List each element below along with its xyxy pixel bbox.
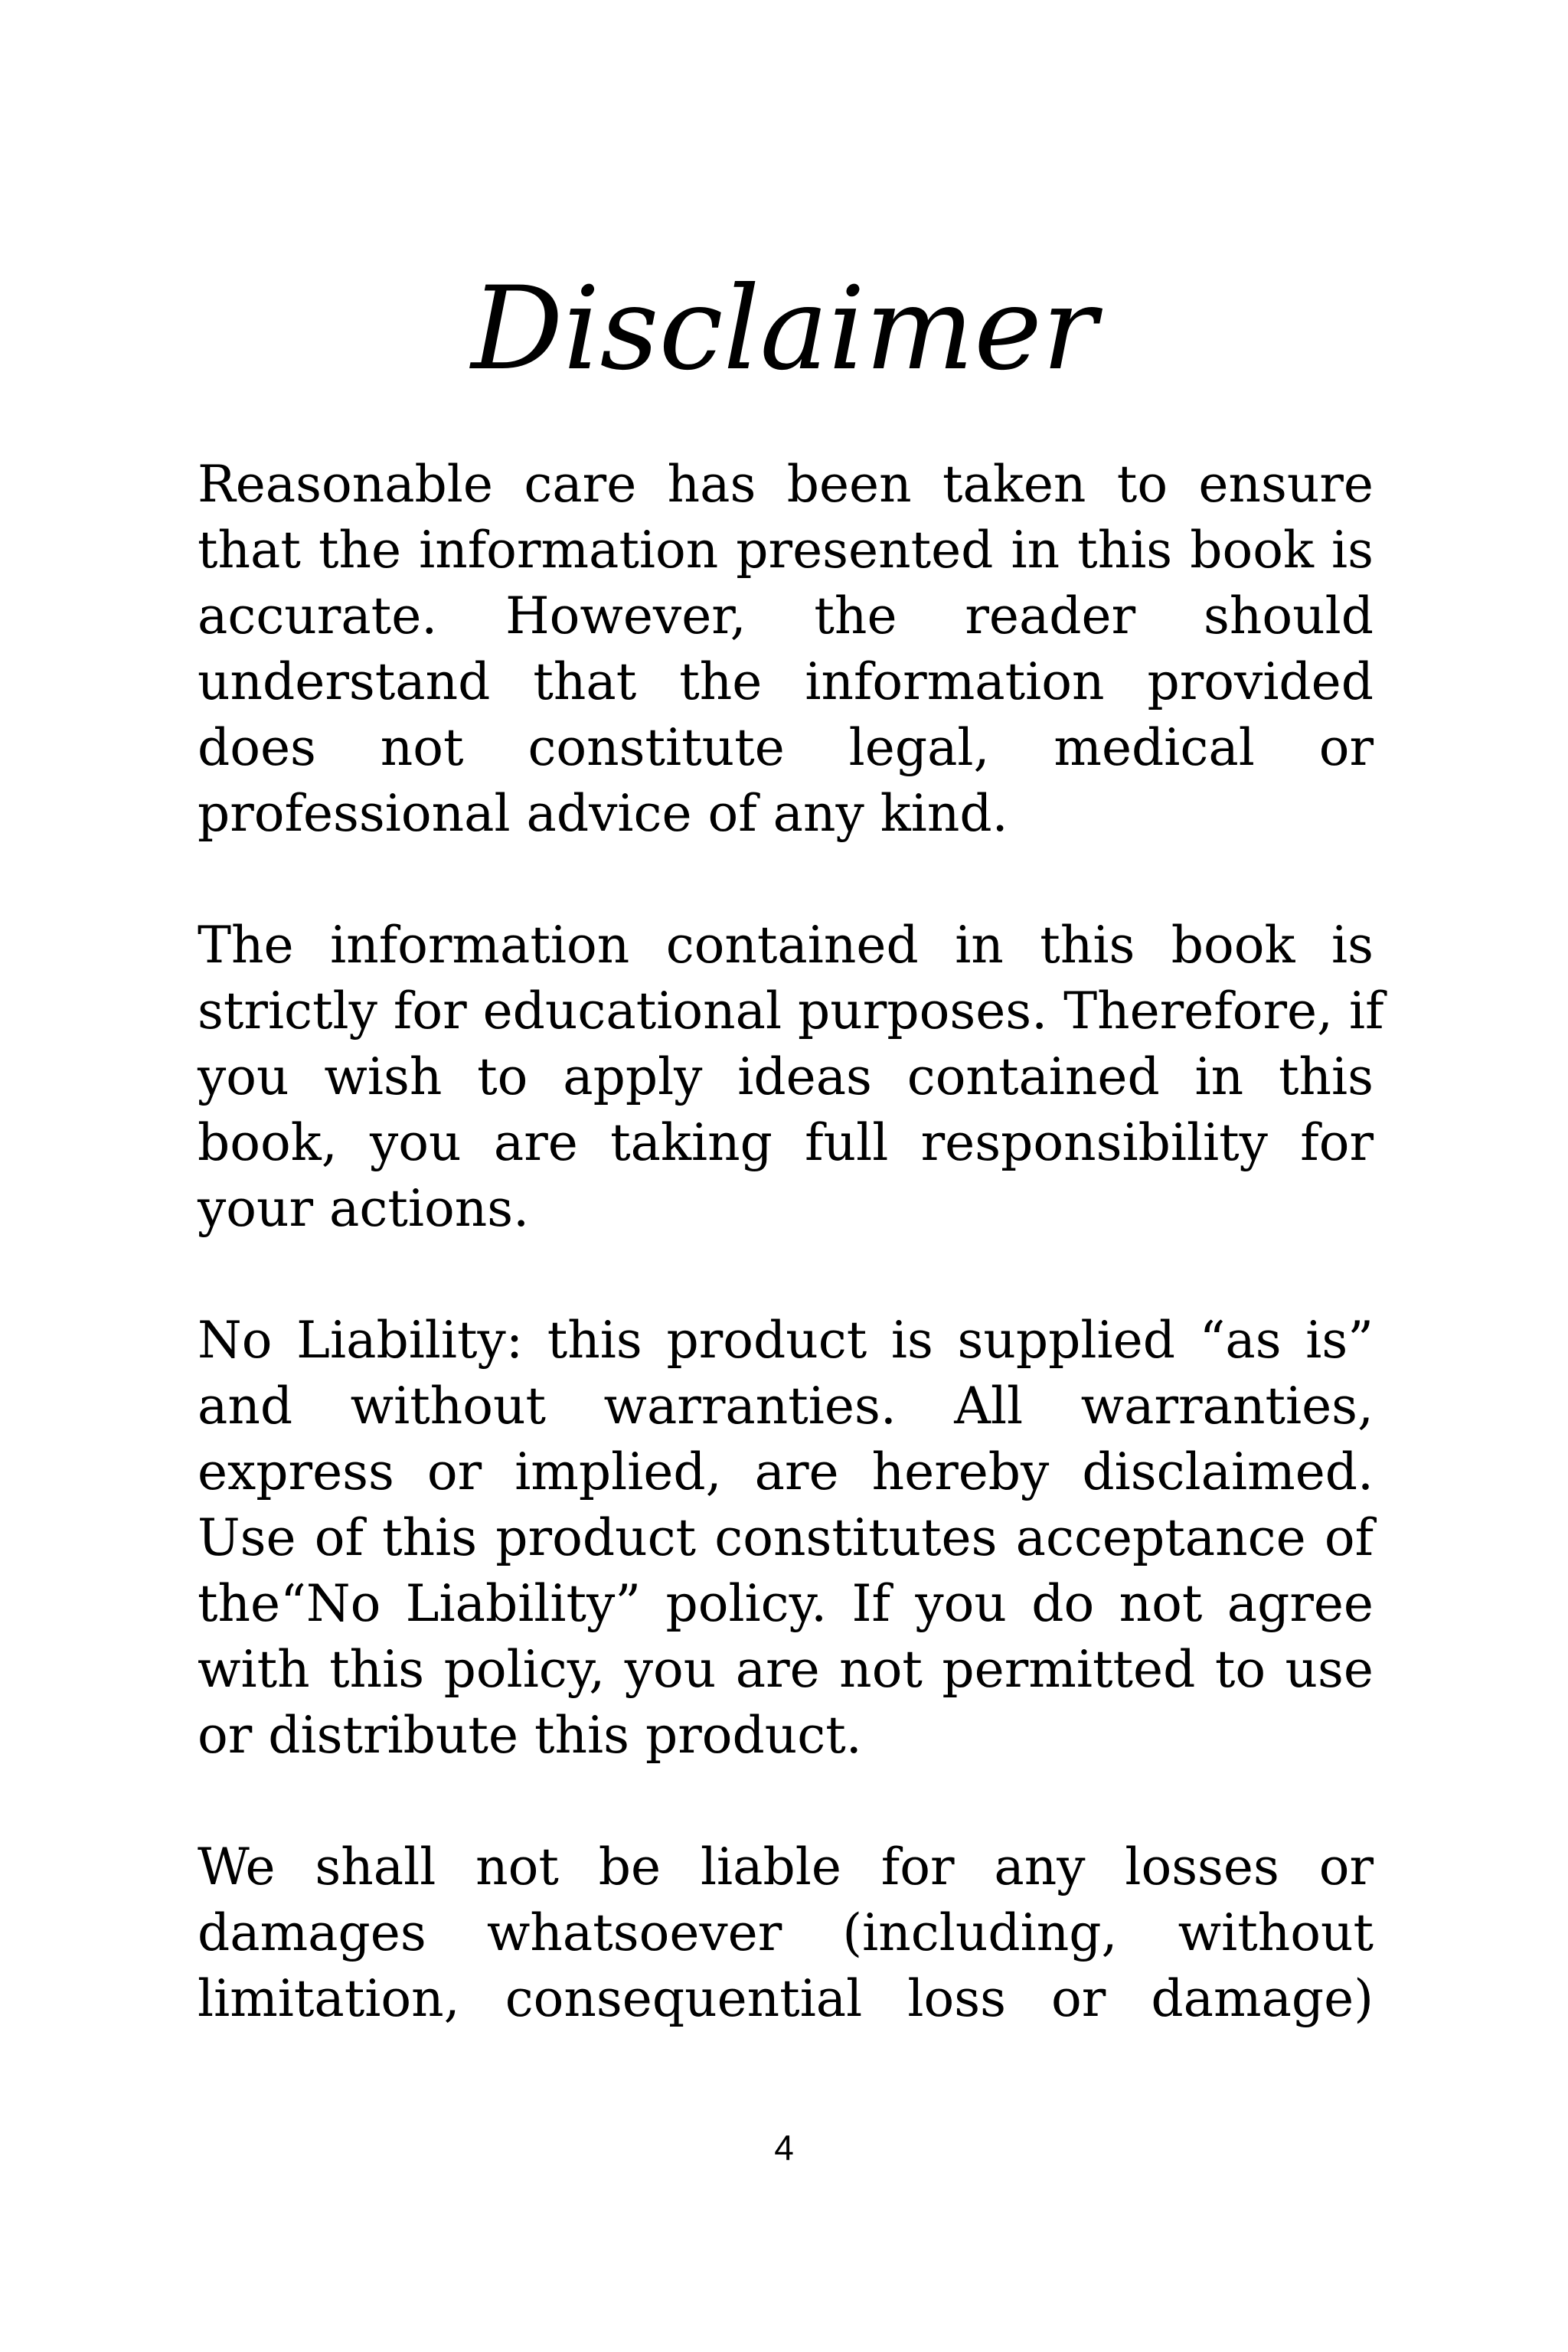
- text-line: Reasonable care has been taken to ensure: [198, 455, 1374, 514]
- text-line: limitation, consequential loss or damage): [198, 1969, 1374, 2028]
- text-line: The information contained in this book is: [198, 916, 1374, 975]
- text-line: accurate. However, the reader should: [198, 586, 1374, 645]
- disclaimer-body: [198, 452, 1384, 2098]
- text-line: book, you are taking full responsibility for: [198, 1113, 1374, 1172]
- paragraph-no-liability: [198, 1308, 1374, 1769]
- text-line: damages whatsoever (including, without: [198, 1903, 1374, 1962]
- text-line: and without warranties. All warranties,: [198, 1377, 1374, 1436]
- page-title: Disclaimer: [471, 263, 1097, 396]
- text-line: express or implied, are hereby disclaimed.: [198, 1442, 1374, 1501]
- text-line: your actions.: [198, 1179, 530, 1238]
- text-line: professional advice of any kind.: [198, 784, 1008, 843]
- text-line: with this policy, you are not permitted to use: [198, 1640, 1374, 1699]
- paragraph-educational-purposes: [198, 913, 1384, 1242]
- text-line: or distribute this product.: [198, 1706, 862, 1765]
- text-line: Use of this product constitutes acceptance of: [198, 1508, 1374, 1567]
- text-line: the“No Liability” policy. If you do not agree: [198, 1574, 1374, 1633]
- text-line: No Liability: this product is supplied “as is”: [198, 1311, 1374, 1370]
- paragraph-reasonable-care: [198, 452, 1374, 847]
- text-line: you wish to apply ideas contained in this: [198, 1047, 1374, 1106]
- text-line: understand that the information provided: [198, 652, 1374, 711]
- text-line: We shall not be liable for any losses or: [198, 1838, 1374, 1896]
- page-number: 4: [774, 2128, 794, 2167]
- text-line: does not constitute legal, medical or: [198, 718, 1374, 777]
- paragraph-losses-damages: [198, 1834, 1374, 2032]
- text-line: that the information presented in this book is: [198, 521, 1374, 580]
- text-line: strictly for educational purposes. Therefore, if: [198, 982, 1384, 1040]
